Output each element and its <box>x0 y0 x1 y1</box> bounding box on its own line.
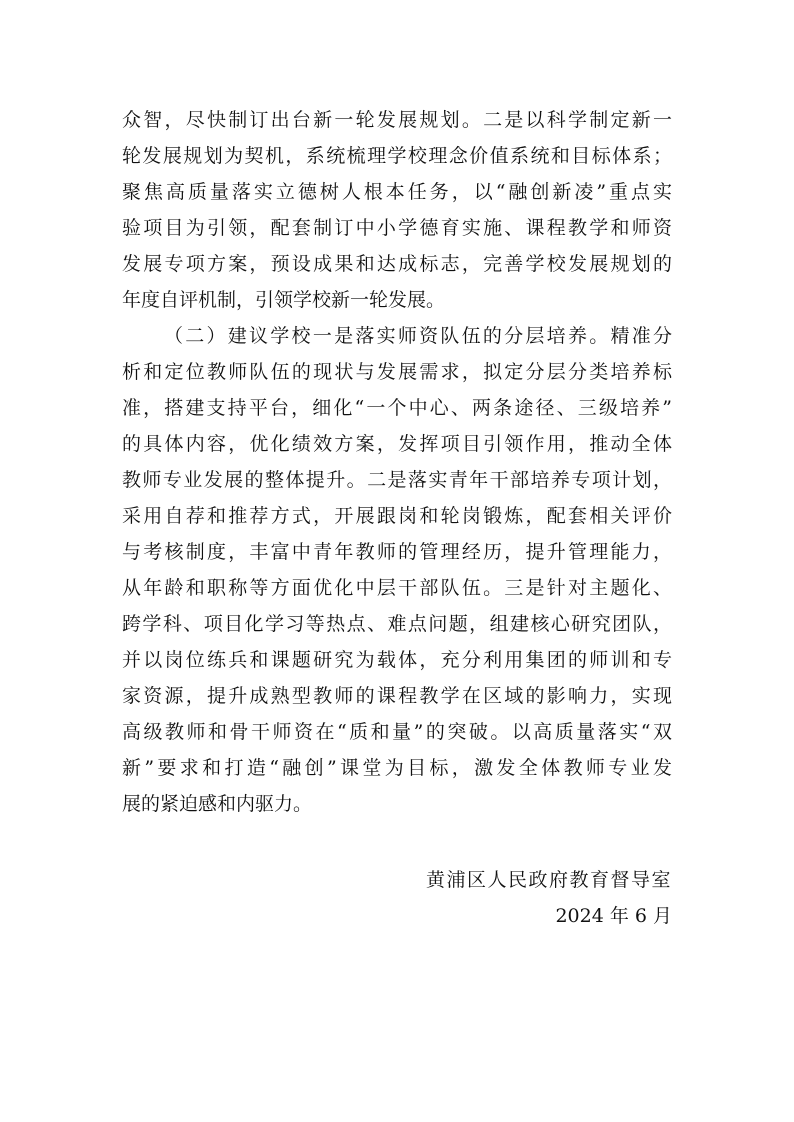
text-line: 验项目为引领，配套制订中小学德育实施、课程教学和师资 <box>122 217 672 239</box>
paragraph-1 <box>122 102 672 318</box>
text-line: 展的紧迫感和内驱力。 <box>122 793 313 815</box>
text-line: 高级教师和骨干师资在“质和量”的突破。以高质量落实“双 <box>122 721 672 743</box>
document-body <box>122 102 672 822</box>
text-line: 的具体内容，优化绩效方案，发挥项目引领作用，推动全体 <box>122 433 672 455</box>
text-line: 跨学科、项目化学习等热点、难点问题，组建核心研究团队， <box>122 613 672 635</box>
signature-block <box>426 862 672 934</box>
text-line: 聚焦高质量落实立德树人根本任务，以“融创新凌”重点实 <box>122 181 672 203</box>
text-line: 准，搭建支持平台，细化“一个中心、两条途径、三级培养” <box>122 397 672 419</box>
text-line: 析和定位教师队伍的现状与发展需求，拟定分层分类培养标 <box>122 361 672 383</box>
text-line: 教师专业发展的整体提升。二是落实青年干部培养专项计划， <box>122 469 672 491</box>
issuing-organization: 黄浦区人民政府教育督导室 <box>425 869 672 891</box>
text-line: 家资源，提升成熟型教师的课程教学在区域的影响力，实现 <box>122 685 672 707</box>
text-line: 采用自荐和推荐方式，开展跟岗和轮岗锻炼，配套相关评价 <box>122 505 672 527</box>
text-line: （二）建议学校一是落实师资队伍的分层培养。精准分 <box>164 325 672 347</box>
text-line: 轮发展规划为契机，系统梳理学校理念价值系统和目标体系； <box>122 145 672 167</box>
issue-date: 2024 年 6 月 <box>555 905 672 927</box>
text-line: 年度自评机制，引领学校新一轮发展。 <box>122 289 446 311</box>
text-line: 并以岗位练兵和课题研究为载体，充分利用集团的师训和专 <box>122 649 672 671</box>
text-line: 与考核制度，丰富中青年教师的管理经历，提升管理能力， <box>122 541 672 563</box>
text-line: 众智，尽快制订出台新一轮发展规划。二是以科学制定新一 <box>122 109 672 131</box>
paragraph-2 <box>122 318 672 822</box>
text-line: 从年龄和职称等方面优化中层干部队伍。三是针对主题化、 <box>122 577 672 599</box>
text-line: 新”要求和打造“融创”课堂为目标，激发全体教师专业发 <box>122 757 672 779</box>
text-line: 发展专项方案，预设成果和达成标志，完善学校发展规划的 <box>122 253 672 275</box>
